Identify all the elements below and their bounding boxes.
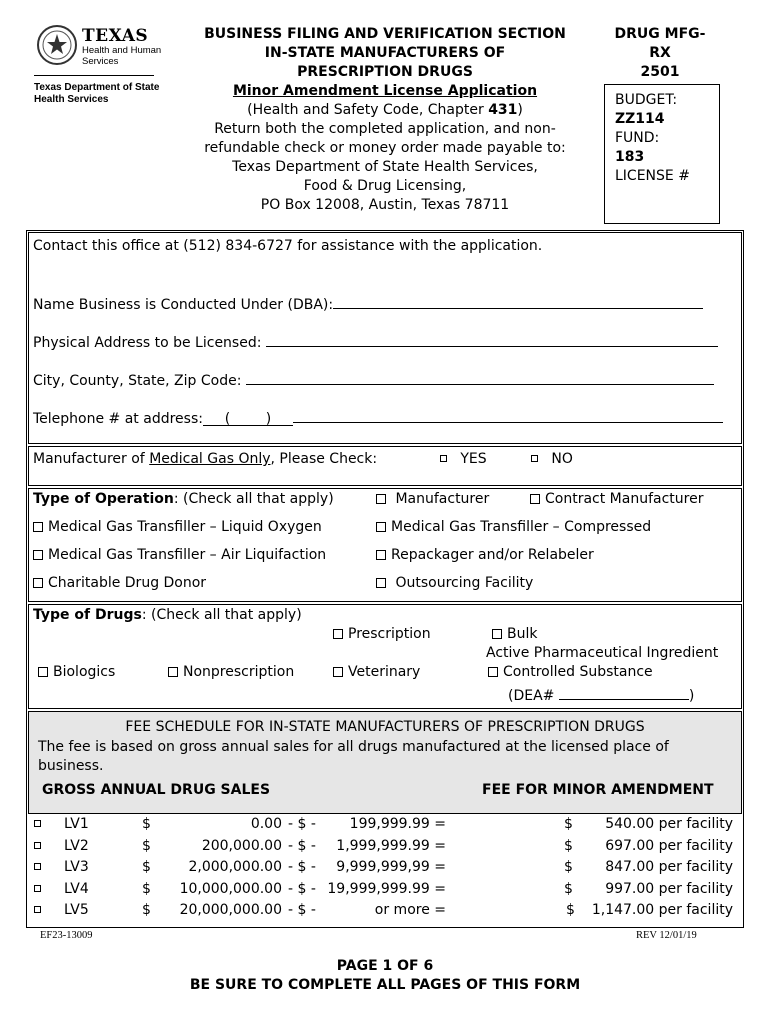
fee-dash: - $ - [288, 837, 316, 854]
fee-from: 0.00 [250, 816, 282, 832]
fee-level: LV3 [64, 859, 89, 875]
fee-dollar: $ [142, 837, 151, 854]
fee-dash: - $ - [288, 880, 316, 897]
fee-dash: - $ - [288, 816, 316, 832]
fee-to: 19,999,999.99 = [327, 880, 446, 897]
revision-date: REV 12/01/19 [636, 930, 697, 941]
fee-amount: 540.00 per facility [605, 816, 733, 832]
medical-gas-yes[interactable]: YES [440, 451, 487, 467]
operation-heading: Type of Operation: (Check all that apply) [33, 491, 334, 507]
return-line1: Return both the completed application, and non- [214, 121, 556, 137]
fee-dollar: $ [564, 859, 573, 875]
return-line2: refundable check or money order made payable to: [204, 140, 566, 156]
op-compressed[interactable]: Medical Gas Transfiller – Compressed [376, 519, 651, 535]
fee-row [0, 902, 770, 922]
page-header [170, 25, 600, 215]
fee-from: 10,000,000.00 [179, 880, 282, 897]
checkbox[interactable] [333, 629, 343, 639]
fee-level: LV4 [64, 880, 89, 897]
address-line3: PO Box 12008, Austin, Texas 78711 [260, 197, 510, 213]
texas-seal-icon [36, 24, 78, 66]
drug-controlled[interactable]: Controlled Substance [488, 664, 653, 680]
checkbox[interactable] [530, 494, 540, 504]
op-air-liquifaction[interactable]: Medical Gas Transfiller – Air Liquifaction [33, 547, 326, 563]
contact-text: Contact this office at (512) 834-6727 for assistance with the application. [33, 238, 543, 254]
op-manufacturer[interactable]: Manufacturer [376, 491, 489, 507]
header-line3: PRESCRIPTION DRUGS [297, 64, 473, 80]
drug-biologics[interactable]: Biologics [38, 664, 115, 680]
physical-address-field[interactable] [266, 332, 718, 347]
fee-dash: - $ - [288, 902, 316, 918]
page-number: PAGE 1 OF 6 [336, 958, 434, 974]
op-outsourcing[interactable]: Outsourcing Facility [376, 575, 533, 591]
phone-number-field[interactable] [293, 408, 723, 423]
checkbox[interactable] [33, 522, 43, 532]
op-charitable[interactable]: Charitable Drug Donor [33, 575, 206, 591]
fee-level-checkbox[interactable] [34, 820, 41, 827]
fee-level: LV5 [64, 902, 89, 918]
dea-number-field[interactable] [559, 686, 689, 700]
fee-dollar: $ [566, 902, 575, 918]
fee-amount: 997.00 per facility [605, 880, 733, 897]
fee-row [0, 881, 770, 901]
checkbox[interactable] [333, 667, 343, 677]
address-row: Physical Address to be Licensed: [33, 332, 743, 351]
application-title: Minor Amendment License Application [232, 83, 538, 99]
drugs-heading: Type of Drugs: (Check all that apply) [33, 607, 302, 623]
statute-reference: (Health and Safety Code, Chapter 431) [247, 102, 523, 118]
fee-to: 199,999.99 = [349, 816, 446, 832]
dba-field[interactable] [333, 294, 703, 309]
checkbox[interactable] [376, 550, 386, 560]
fee-level-checkbox[interactable] [34, 885, 41, 892]
office-use-box: BUDGET: ZZ114 FUND: 183 LICENSE # [604, 84, 720, 224]
fee-to: 9,999,999,99 = [336, 859, 446, 875]
fee-amount: 1,147.00 per facility [591, 902, 733, 918]
fee-dollar: $ [564, 816, 573, 832]
phone-row: Telephone # at address: ( ) [33, 408, 743, 427]
checkbox[interactable] [376, 494, 386, 504]
fee-dollar: $ [564, 880, 573, 897]
fee-from: 200,000.00 [201, 837, 282, 854]
checkbox[interactable] [488, 667, 498, 677]
medical-gas-question: Manufacturer of Medical Gas Only, Please Check: [33, 451, 378, 467]
op-contract-manufacturer[interactable]: Contract Manufacturer [530, 491, 703, 507]
fee-level-checkbox[interactable] [34, 842, 41, 849]
fee-to: 1,999,999.99 = [336, 837, 446, 854]
fee-schedule-title: FEE SCHEDULE FOR IN-STATE MANUFACTURERS OF PRESCRIPTION DRUGS [125, 719, 645, 735]
logo-divider [34, 75, 154, 76]
fee-level: LV1 [64, 816, 89, 832]
yes-checkbox[interactable] [440, 455, 447, 462]
no-checkbox[interactable] [531, 455, 538, 462]
city-county-state-zip-field[interactable] [246, 370, 714, 385]
checkbox[interactable] [492, 629, 502, 639]
fee-amount: 847.00 per facility [605, 859, 733, 875]
fee-row [0, 816, 770, 836]
op-repackager[interactable]: Repackager and/or Relabeler [376, 547, 594, 563]
fee-level-checkbox[interactable] [34, 906, 41, 913]
fee-schedule-note: The fee is based on gross annual sales for all drugs manufactured at the licensed place of business. [38, 739, 669, 774]
checkbox[interactable] [376, 522, 386, 532]
logo-dept-line1: Texas Department of State [34, 82, 160, 93]
checkbox[interactable] [168, 667, 178, 677]
logo-state: TEXAS [82, 26, 149, 46]
address-line2: Food & Drug Licensing, [303, 178, 467, 194]
dba-row: Name Business is Conducted Under (DBA): [33, 294, 733, 313]
fee-col-sales: GROSS ANNUAL DRUG SALES [42, 782, 271, 798]
fee-dollar: $ [142, 859, 151, 875]
drug-prescription[interactable]: Prescription [333, 626, 431, 642]
city-row: City, County, State, Zip Code: [33, 370, 743, 389]
header-line1: BUSINESS FILING AND VERIFICATION SECTION [204, 26, 566, 42]
fee-dash: - $ - [288, 859, 316, 875]
agency-logo [32, 20, 162, 115]
form-code: DRUG MFG- RX 2501 [614, 26, 706, 80]
logo-agency-line1: Health and Human [82, 45, 162, 56]
checkbox[interactable] [38, 667, 48, 677]
header-line2: IN-STATE MANUFACTURERS OF [264, 45, 506, 61]
logo-dept-line2: Health Services [34, 94, 109, 105]
logo-agency-line2: Services [82, 56, 119, 67]
drug-api-label: Active Pharmaceutical Ingredient [486, 645, 719, 661]
fee-to: or more = [374, 902, 446, 918]
checkbox[interactable] [376, 578, 386, 588]
checkbox[interactable] [33, 578, 43, 588]
fee-dollar: $ [142, 816, 151, 832]
fee-from: 20,000,000.00 [179, 902, 282, 918]
op-liquid-oxygen[interactable]: Medical Gas Transfiller – Liquid Oxygen [33, 519, 322, 535]
page-reminder: BE SURE TO COMPLETE ALL PAGES OF THIS FORM [189, 977, 581, 993]
fee-row [0, 859, 770, 879]
fee-dollar: $ [142, 902, 151, 918]
fee-level-checkbox[interactable] [34, 863, 41, 870]
drug-bulk[interactable]: Bulk [492, 626, 537, 642]
drug-nonprescription[interactable]: Nonprescription [168, 664, 294, 680]
drug-veterinary[interactable]: Veterinary [333, 664, 420, 680]
address-line1: Texas Department of State Health Services, [232, 159, 538, 175]
dea-row: (DEA# ) [508, 688, 695, 704]
fee-dollar: $ [142, 880, 151, 897]
fee-col-amount: FEE FOR MINOR AMENDMENT [482, 782, 714, 798]
fee-dollar: $ [564, 837, 573, 854]
fee-row [0, 838, 770, 858]
form-id: EF23-13009 [40, 930, 93, 941]
fee-from: 2,000,000.00 [188, 859, 282, 875]
medical-gas-no[interactable]: NO [531, 451, 573, 467]
fee-level: LV2 [64, 837, 89, 854]
checkbox[interactable] [33, 550, 43, 560]
fee-amount: 697.00 per facility [605, 837, 733, 854]
phone-area-code-field[interactable]: ( ) [203, 411, 293, 426]
